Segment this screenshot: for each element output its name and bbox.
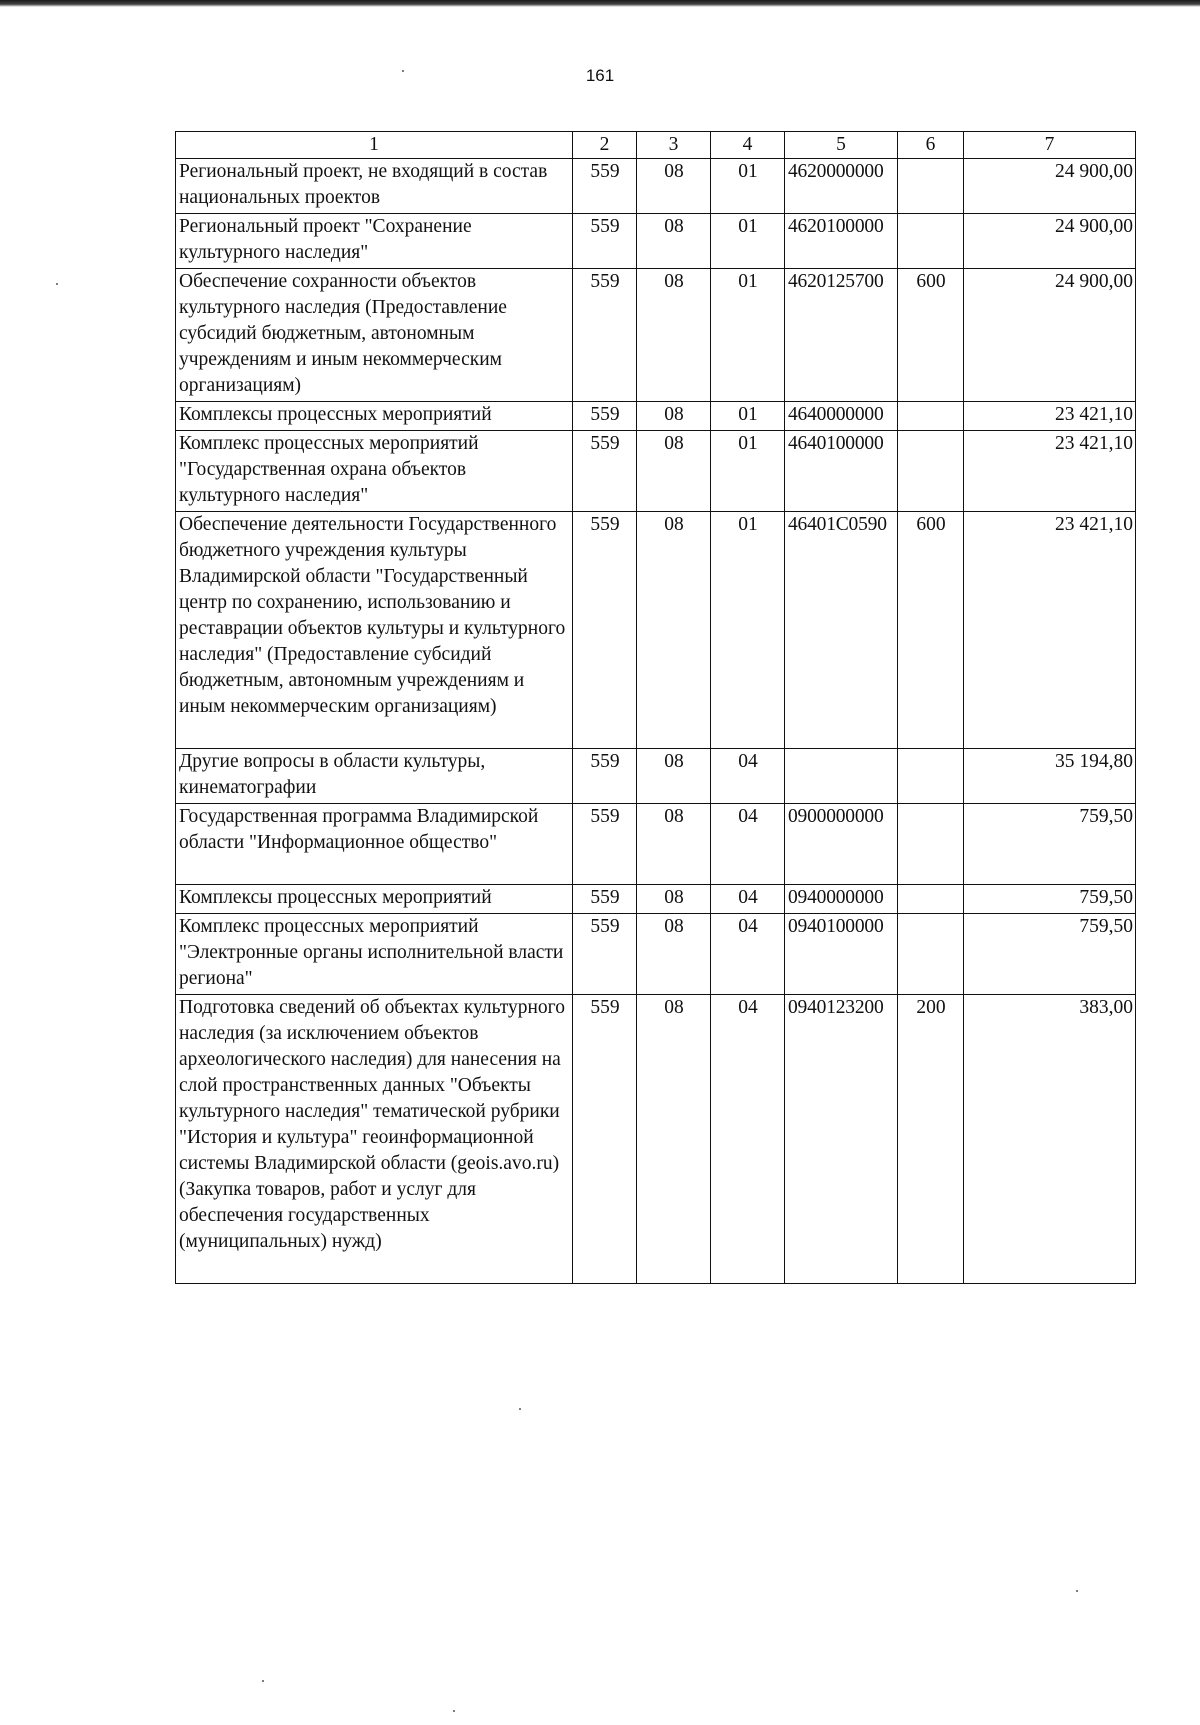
- scan-speck: [519, 1408, 521, 1410]
- section-code-cell: 08: [637, 269, 711, 402]
- column-header: 4: [711, 132, 785, 159]
- section-code-cell: 08: [637, 431, 711, 512]
- target-article-cell: 0900000000: [785, 804, 898, 885]
- column-header: 3: [637, 132, 711, 159]
- subsection-code-cell: 01: [711, 214, 785, 269]
- amount-cell: 24 900,00: [964, 214, 1136, 269]
- section-code-cell: 08: [637, 995, 711, 1284]
- item-name-cell: Комплексы процессных мероприятий: [176, 885, 573, 914]
- amount-cell: 24 900,00: [964, 269, 1136, 402]
- table-row: [176, 512, 1136, 749]
- amount-cell: 759,50: [964, 885, 1136, 914]
- table-row: [176, 214, 1136, 269]
- department-code-cell: 559: [573, 269, 637, 402]
- department-code-cell: 559: [573, 995, 637, 1284]
- department-code-cell: 559: [573, 214, 637, 269]
- scan-speck: [402, 70, 404, 72]
- section-code-cell: 08: [637, 749, 711, 804]
- subsection-code-cell: 04: [711, 995, 785, 1284]
- expense-type-cell: [898, 214, 964, 269]
- table-row: [176, 804, 1136, 885]
- section-code-cell: 08: [637, 914, 711, 995]
- section-code-cell: 08: [637, 885, 711, 914]
- amount-cell: 24 900,00: [964, 159, 1136, 214]
- expense-type-cell: 600: [898, 512, 964, 749]
- target-article-cell: 4620125700: [785, 269, 898, 402]
- section-code-cell: 08: [637, 214, 711, 269]
- scan-speck: [1076, 1590, 1078, 1592]
- table-row: [176, 159, 1136, 214]
- table-row: [176, 269, 1136, 402]
- scan-speck: [453, 1710, 455, 1712]
- item-name-cell: Комплекс процессных мероприятий "Электронные органы исполнительной власти региона": [176, 914, 573, 995]
- expense-type-cell: [898, 159, 964, 214]
- target-article-cell: 4620100000: [785, 214, 898, 269]
- section-code-cell: 08: [637, 804, 711, 885]
- item-name-cell: Подготовка сведений об объектах культурного наследия (за исключением объектов археологического наследия) для нанесения на слой пространственных данных "Объекты культурного наследия" тематической рубрики "История и культура" геоинформационной системы Владимирской области (geois.avo.ru) (Закупка товаров, работ и услуг для обеспечения государственных (муниципальных) нужд): [176, 995, 573, 1284]
- target-article-cell: 4640100000: [785, 431, 898, 512]
- column-header: 1: [176, 132, 573, 159]
- scan-top-edge: [0, 0, 1200, 7]
- subsection-code-cell: 04: [711, 885, 785, 914]
- table-row: [176, 914, 1136, 995]
- table-row: [176, 885, 1136, 914]
- department-code-cell: 559: [573, 402, 637, 431]
- subsection-code-cell: 01: [711, 431, 785, 512]
- amount-cell: 383,00: [964, 995, 1136, 1284]
- scan-speck: [56, 283, 58, 285]
- table-header-row: [176, 132, 1136, 159]
- subsection-code-cell: 04: [711, 914, 785, 995]
- target-article-cell: 46401C0590: [785, 512, 898, 749]
- section-code-cell: 08: [637, 159, 711, 214]
- target-article-cell: 4640000000: [785, 402, 898, 431]
- table-row: [176, 995, 1136, 1284]
- expense-type-cell: [898, 804, 964, 885]
- item-name-cell: Региональный проект "Сохранение культурного наследия": [176, 214, 573, 269]
- item-name-cell: Региональный проект, не входящий в состав национальных проектов: [176, 159, 573, 214]
- target-article-cell: 0940100000: [785, 914, 898, 995]
- department-code-cell: 559: [573, 512, 637, 749]
- department-code-cell: 559: [573, 159, 637, 214]
- item-name-cell: Другие вопросы в области культуры, кинематографии: [176, 749, 573, 804]
- subsection-code-cell: 01: [711, 269, 785, 402]
- budget-table: [175, 131, 1136, 1284]
- target-article-cell: [785, 749, 898, 804]
- item-name-cell: Обеспечение деятельности Государственного бюджетного учреждения культуры Владимирской области "Государственный центр по сохранению, использованию и реставрации объектов культуры и культурного наследия" (Предоставление субсидий бюджетным, автономным учреждениям и иным некоммерческим организациям): [176, 512, 573, 749]
- table-row: [176, 402, 1136, 431]
- subsection-code-cell: 04: [711, 804, 785, 885]
- item-name-cell: Комплексы процессных мероприятий: [176, 402, 573, 431]
- table-row: [176, 749, 1136, 804]
- expense-type-cell: [898, 914, 964, 995]
- column-header: 6: [898, 132, 964, 159]
- department-code-cell: 559: [573, 885, 637, 914]
- item-name-cell: Комплекс процессных мероприятий "Государственная охрана объектов культурного наследия": [176, 431, 573, 512]
- target-article-cell: 0940123200: [785, 995, 898, 1284]
- department-code-cell: 559: [573, 914, 637, 995]
- subsection-code-cell: 01: [711, 402, 785, 431]
- item-name-cell: Обеспечение сохранности объектов культурного наследия (Предоставление субсидий бюджетным, автономным учреждениям и иным некоммерческим организациям): [176, 269, 573, 402]
- column-header: 7: [964, 132, 1136, 159]
- target-article-cell: 0940000000: [785, 885, 898, 914]
- amount-cell: 23 421,10: [964, 512, 1136, 749]
- page-number: 161: [585, 66, 615, 85]
- amount-cell: 23 421,10: [964, 431, 1136, 512]
- column-header: 5: [785, 132, 898, 159]
- department-code-cell: 559: [573, 431, 637, 512]
- department-code-cell: 559: [573, 804, 637, 885]
- amount-cell: 759,50: [964, 914, 1136, 995]
- expense-type-cell: [898, 402, 964, 431]
- amount-cell: 35 194,80: [964, 749, 1136, 804]
- amount-cell: 23 421,10: [964, 402, 1136, 431]
- table-row: [176, 431, 1136, 512]
- column-header: 2: [573, 132, 637, 159]
- section-code-cell: 08: [637, 402, 711, 431]
- scan-speck: [262, 1680, 264, 1682]
- subsection-code-cell: 01: [711, 159, 785, 214]
- expense-type-cell: [898, 431, 964, 512]
- department-code-cell: 559: [573, 749, 637, 804]
- expense-type-cell: 600: [898, 269, 964, 402]
- target-article-cell: 4620000000: [785, 159, 898, 214]
- subsection-code-cell: 01: [711, 512, 785, 749]
- expense-type-cell: [898, 885, 964, 914]
- item-name-cell: Государственная программа Владимирской области "Информационное общество": [176, 804, 573, 885]
- section-code-cell: 08: [637, 512, 711, 749]
- expense-type-cell: 200: [898, 995, 964, 1284]
- subsection-code-cell: 04: [711, 749, 785, 804]
- amount-cell: 759,50: [964, 804, 1136, 885]
- expense-type-cell: [898, 749, 964, 804]
